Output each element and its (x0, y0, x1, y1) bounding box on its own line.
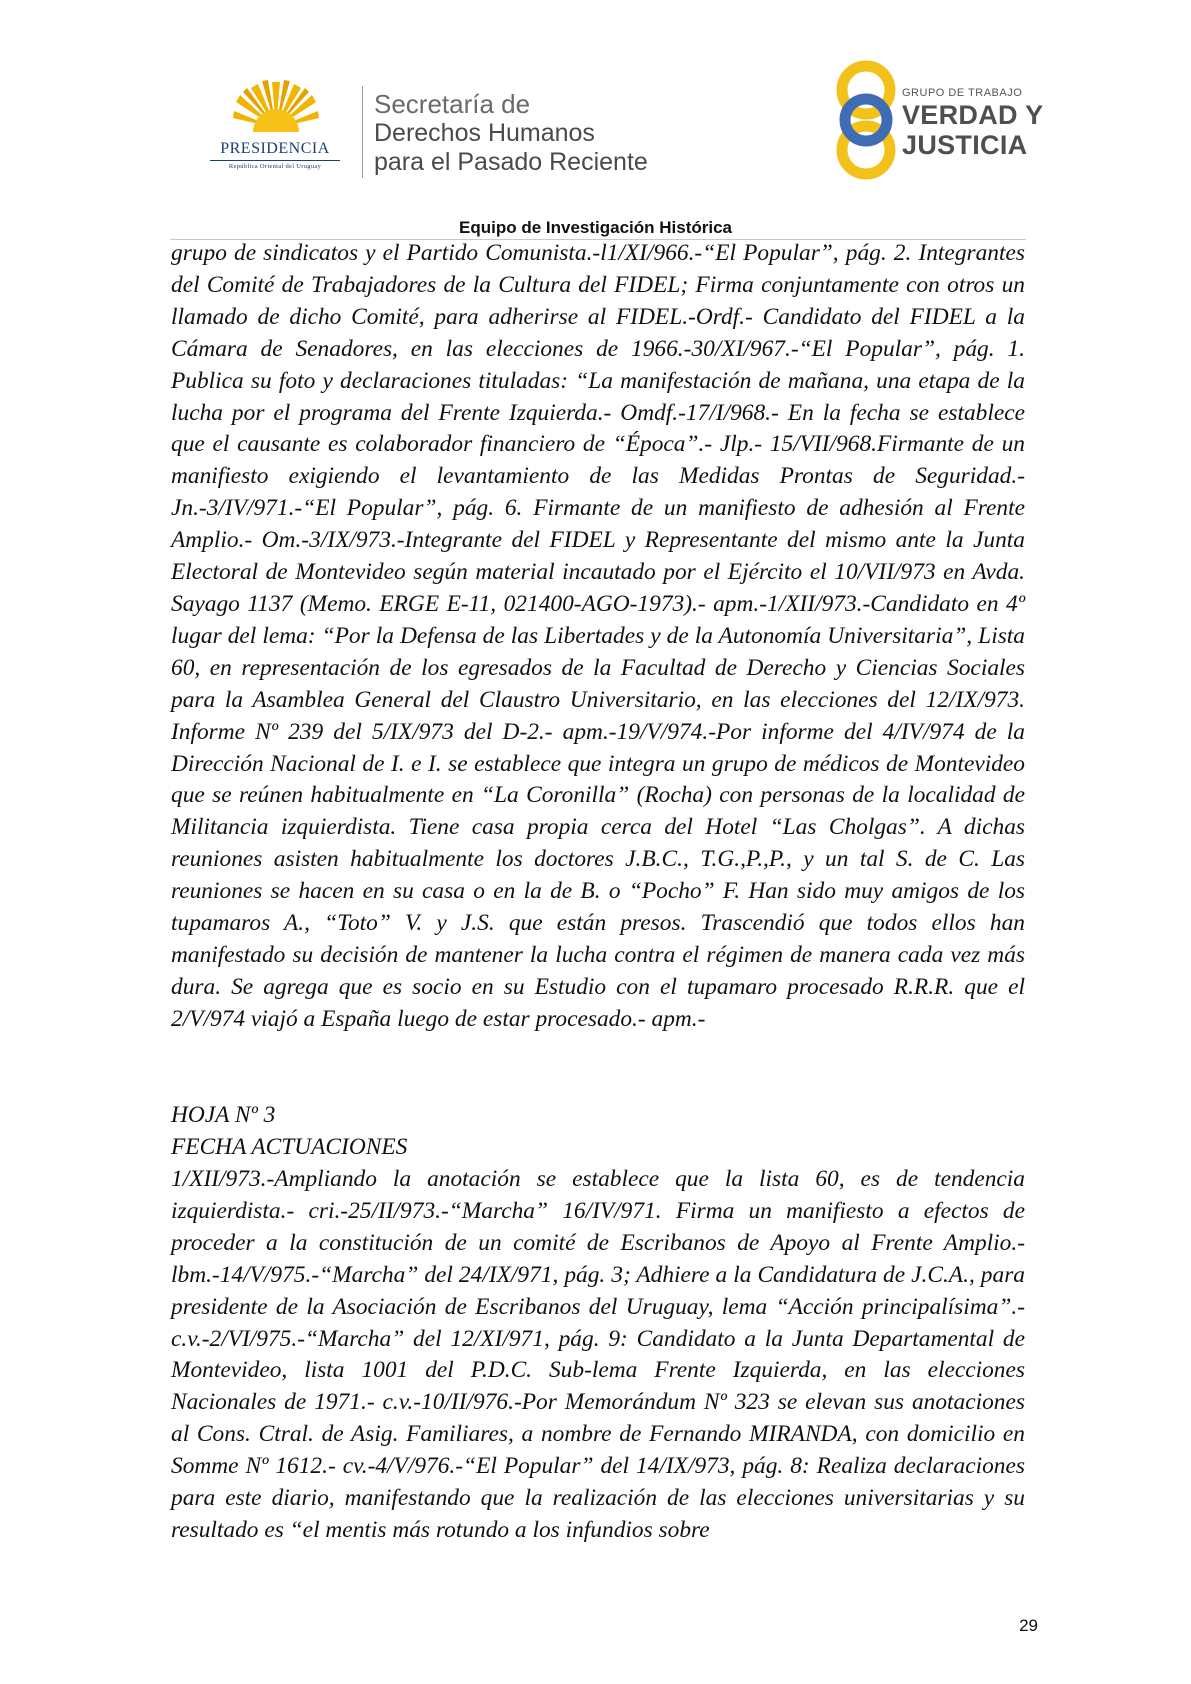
secretaria-line-2: Derechos Humanos (374, 119, 595, 147)
verdad-justicia-logo-icon (822, 60, 912, 182)
paragraph-1: grupo de sindicatos y el Partido Comunista.-l1/XI/966.-“El Popular”, pág. 2. Integrantes del Comité de Trabajadores de la Cultura del FIDEL; Firma conjuntamente con otros un llamado de dicho Comité, para adherirse al FIDEL.-Ordf.- Candidato del FIDEL a la Cámara de Senadores, en las elecciones de 1966.-30/XI/967.-“El Popular”, pág. 1. Publica su foto y declaraciones tituladas: “La manifestación de mañana, una etapa de la lucha por el programa del Frente Izquierda.- Omdf.-17/I/968.- En la fecha se establece que el causante es colaborador financiero de “Época”.- Jlp.- 15/VII/968.Firmante de un manifiesto exigiendo el levantamiento de las Medidas Prontas de Seguridad.- Jn.-3/IV/971.-“El Popular”, pág. 6. Firmante de un manifiesto de adhesión al Frente Amplio.- Om.-3/IX/973.-Integrante del FIDEL y Representante del mismo ante la Junta Electoral de Montevideo según material incautado por el Ejército el 10/VII/973 en Avda. Sayago 1137 (Memo. ERGE E-11, 021400-AGO-1973).- apm.-1/XII/973.-Candidato en 4º lugar del lema: “Por la Defensa de las Libertades y de la Autonomía Universitaria”, Lista 60, en representación de los egresados de la Facultad de Derecho y Ciencias Sociales para la Asamblea General del Claustro Universitario, en las elecciones del 12/IX/973. Informe Nº 239 del 5/IX/973 del D-2.- apm.-19/V/974.-Por informe del 4/IV/974 de la Dirección Nacional de I. e I. se establece que integra un grupo de médicos de Montevideo que se reúnen habitualmente en “La Coronilla” (Rocha) con personas de la localidad de Militancia izquierdista. Tiene casa propia cerca del Hotel “Las Cholgas”. A dichas reuniones asisten habitualmente los doctores J.B.C., T.G.,P.,P., y un tal S. de C. Las reuniones se hacen en su casa o en la de B. o “Pocho” F. Han sido muy amigos de los tupamaros A., “Toto” V. y J.S. que están presos. Trascendió que todos ellos han manifestado su decisión de mantener la lucha contra el régimen de manera cada vez más dura. Se agrega que es socio en su Estudio con el tupamaro procesado R.R.R. que el 2/V/974 viajó a España luego de estar procesado.- apm.- (171, 240, 1025, 1032)
secretaria-line-1: Secretaría de (374, 89, 531, 119)
presidencia-logo (196, 78, 354, 178)
team-title: Equipo de Investigación Histórica (459, 218, 732, 237)
paragraph-2: 1/XII/973.-Ampliando la anotación se establece que la lista 60, es de tendencia izquierdista.- cri.-25/II/973.-“Marcha” 16/IV/971. Firma un manifiesto a efectos de proceder a la constitución de un comité de Escribanos de Apoyo al Frente Amplio.- lbm.-14/V/975.-“Marcha” del 24/IX/971, pág. 3; Adhiere a la Candidatura de J.C.A., para presidente de la Asociación de Escribanos del Uruguay, lema “Acción principalísima”.- c.v.-2/VI/975.-“Marcha” del 12/XI/971, pág. 9: Candidato a la Junta Departamental de Montevideo, lista 1001 del P.D.C. Sub-lema Frente Izquierda, en las elecciones Nacionales de 1971.- c.v.-10/II/976.-Por Memorándum Nº 323 se elevan sus anotaciones al Cons. Ctral. de Asig. Familiares, a nombre de Fernando MIRANDA, con domicilio en Somme Nº 1612.- cv.-4/V/976.-“El Popular” del 14/IX/973, pág. 8: Realiza declaraciones para este diario, manifestando que la realización de las elecciones universitarias y su resultado es “el mentis más rotundo a los infundios sobre (171, 1166, 1025, 1543)
presidencia-rule (210, 160, 340, 161)
grupo-line-3: JUSTICIA (902, 130, 1028, 160)
sun-icon (231, 78, 321, 138)
logo-divider (362, 86, 363, 178)
grupo-line-1: GRUPO DE TRABAJO (902, 87, 1023, 99)
grupo-trabajo-text (902, 88, 1043, 159)
presidencia-name: PRESIDENCIA (220, 140, 330, 157)
presidencia-subtitle: República Oriental del Uruguay (228, 163, 322, 170)
fecha-actuaciones-heading: FECHA ACTUACIONES (171, 1134, 408, 1160)
secretaria-line-3: para el Pasado Reciente (374, 148, 648, 176)
hoja-heading: HOJA Nº 3 (171, 1102, 276, 1128)
grupo-line-2: VERDAD Y (902, 100, 1044, 130)
page-number: 29 (1019, 1616, 1038, 1635)
secretaria-title (374, 90, 648, 177)
